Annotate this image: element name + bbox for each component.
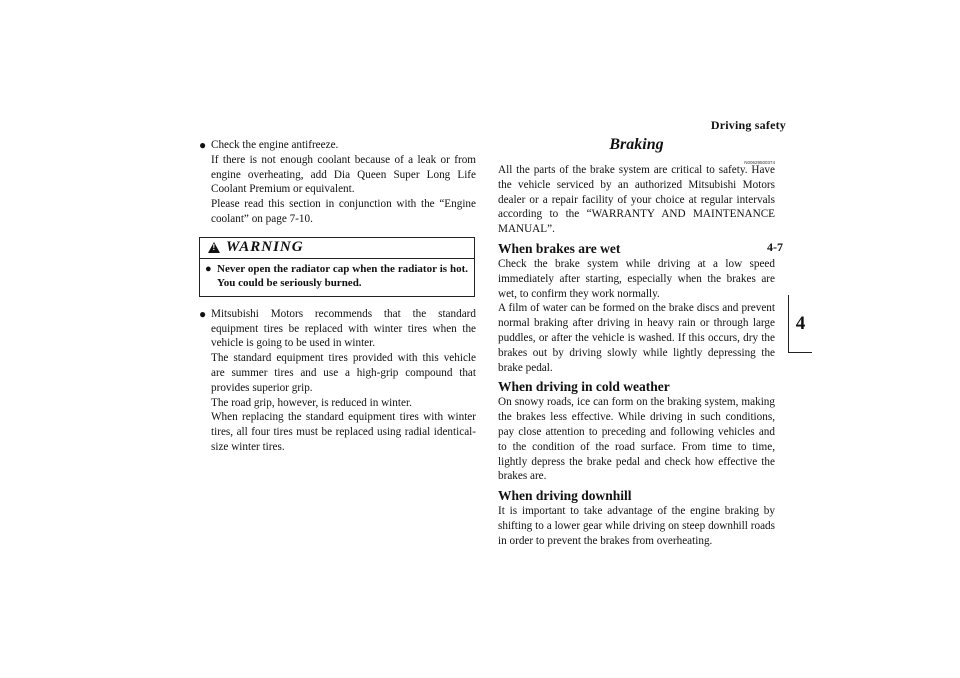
bullet-line: If there is not enough coolant because of a leak or from engine overheating, add Dia Queen Super Long Life Coolant Premium or equivalent. [211,153,476,196]
subheading-cold: When driving in cold weather [498,379,670,395]
chapter-number: 4 [795,312,806,334]
bullet-line: Check the engine antifreeze. [211,139,339,151]
cold-paragraph: On snowy roads, ice can form on the braking system, making the brakes less effective. While driving in such conditions, pay close attention to preceding and following vehicles and to the condition of the road surface. From time to time, lightly depress the brake pedal and check how effective the brakes are. [498,396,775,483]
bullet-line: Please read this section in conjunction with the “Engine coolant” on page 7-10. [211,198,476,225]
subheading-wet: When brakes are wet [498,240,621,256]
right-column [498,138,775,549]
wet-paragraph: Check the brake system while driving at a low speed immediately after starting, especially when the brakes are wet, to confirm they work normally. [498,257,775,300]
warning-title: WARNING [226,239,304,256]
bullet-line: When replacing the standard equipment tires with winter tires, all four tires must be replaced using radial identical-size winter tires. [211,411,476,453]
braking-intro: All the parts of the brake system are critical to safety. Have the vehicle serviced by an authorized Mitsubishi Motors dealer or a repair facility of your choice at regular intervals according to the “WARRANTY AND MAINTENANCE MANUAL”. [498,164,775,236]
wet-paragraph: A film of water can be formed on the brake discs and prevent normal braking after driving in heavy rain or through large puddles, or after the vehicle is washed. If this occurs, dry the brakes out by driving slowly while lightly depressing the brake pedal. [498,302,775,374]
section-title: Braking [609,136,664,153]
bullet-line: The road grip, however, is reduced in winter. [211,396,412,409]
left-column [199,138,476,455]
antifreeze-bullet [199,138,476,227]
section-code: N00629500374 [744,160,775,165]
page-number: 4-7 [767,240,783,254]
chapter-tab [788,295,812,353]
running-header-title: Driving safety [710,118,786,132]
warning-body [200,259,474,296]
bullet-dot-icon: ● [205,262,212,275]
winter-tires-bullet [199,307,476,455]
bullet-line: Mitsubishi Motors recommends that the standard equipment tires be replaced with winter tires when the vehicle is going to be used in winter. [211,307,476,350]
warning-triangle-icon: ! [208,242,220,253]
subheading-downhill: When driving downhill [498,488,632,504]
downhill-paragraph: It is important to take advantage of the engine braking by shifting to a lower gear while driving on steep downhill roads in order to prevent the brakes from overheating. [498,505,775,547]
warning-header [200,238,474,259]
bullet-dot-icon: ● [199,138,207,152]
warning-box [199,237,475,297]
warning-text: Never open the radiator cap when the radiator is hot. You could be seriously burned. [217,262,468,290]
bullet-dot-icon: ● [199,306,207,321]
bullet-line: The standard equipment tires provided with this vehicle are summer tires and use a high-grip compound that provides superior grip. [211,352,476,394]
